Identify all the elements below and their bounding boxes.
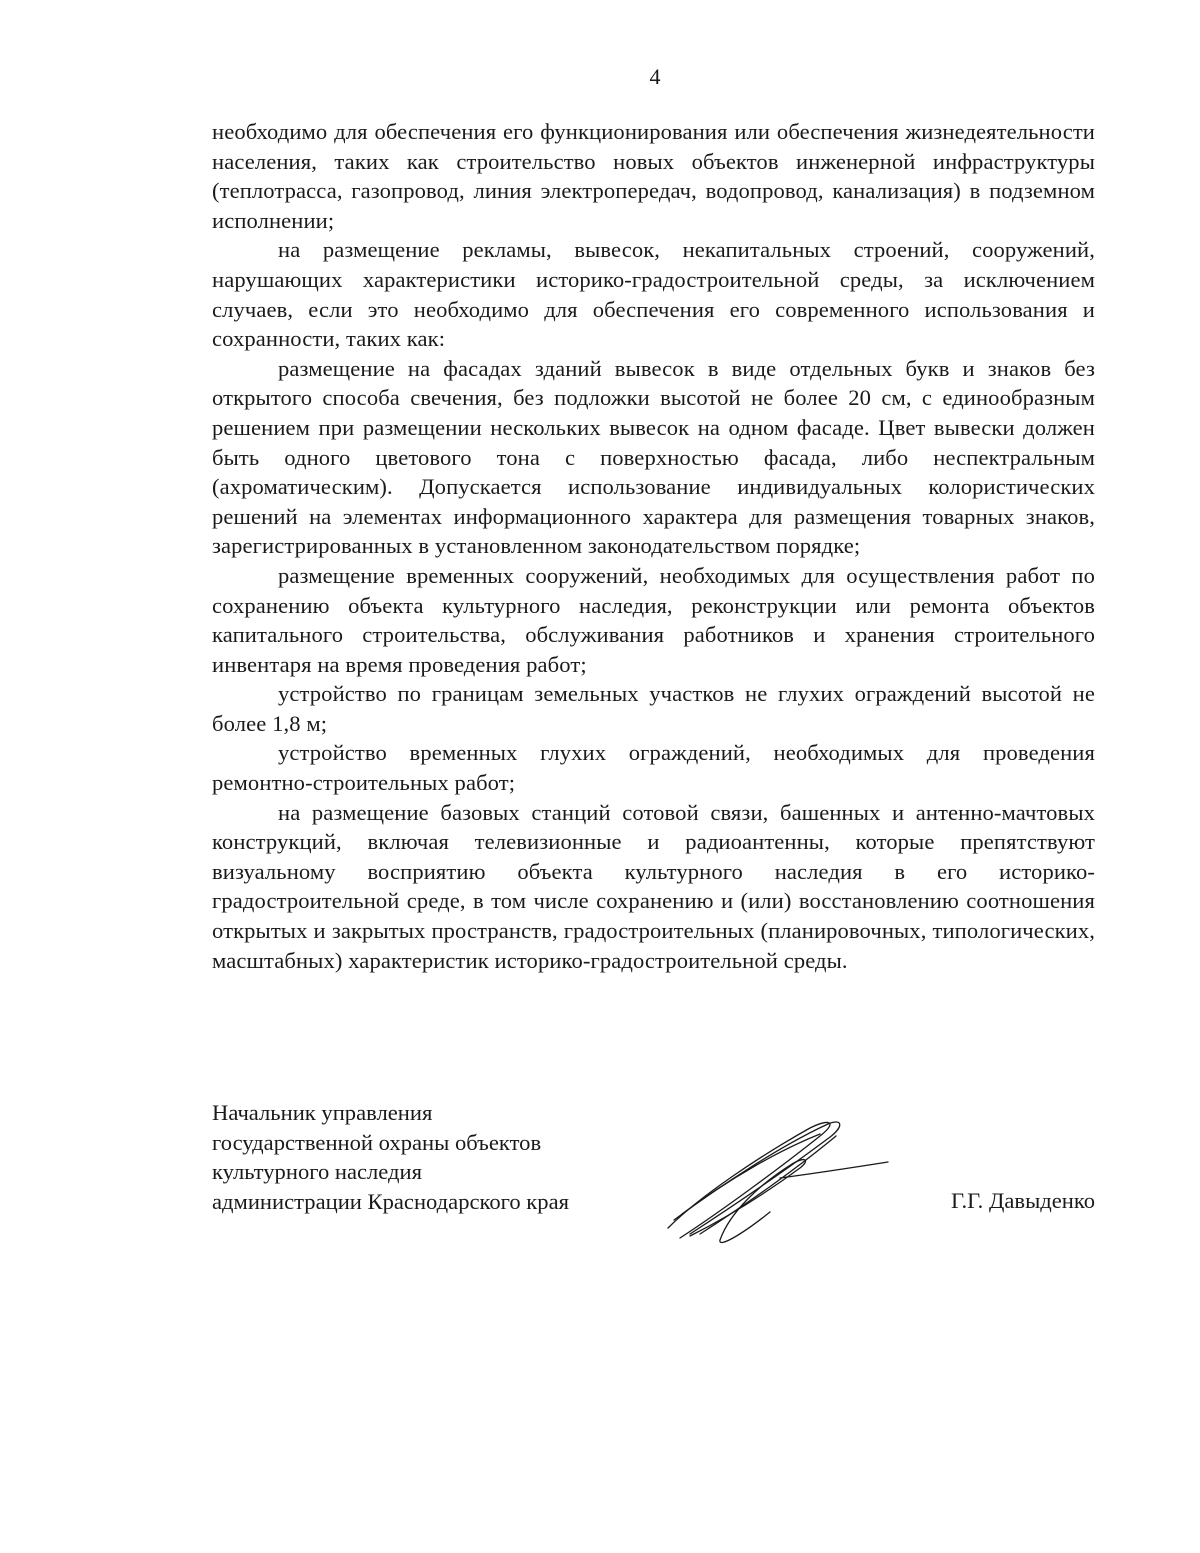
paragraph-advertising: на размещение рекламы, вывесок, некапитальных строений, сооружений, нарушающих характеристики историко-градостроительной среды, за исключением случаев, если это необходимо для обеспечения его современного использования и сохранности, таких как:	[212, 237, 1095, 352]
signer-name: Г.Г. Давыденко	[950, 1188, 1095, 1213]
position-line: государственной охраны объектов	[212, 1129, 542, 1155]
paragraph-fences: устройство по границам земельных участков не глухих ограждений высотой не более 1,8 м;	[212, 681, 1095, 736]
paragraph-facade-signs: размещение на фасадах зданий вывесок в виде отдельных букв и знаков без открытого способа свечения, без подложки высотой не более 20 см, с единообразным решением при размещении нескольких вывесок на одном фасаде. Цвет вывески должен быть одного цветового тона с поверхностью фасада, либо неспектральным (ахроматическим). Допускается использование индивидуальных колористических решений на элементах информационного характера для размещения товарных знаков, зарегистрированных в установленном законодательством порядке;	[212, 355, 1095, 559]
handwritten-signature	[660, 1116, 892, 1244]
position-line: культурного наследия	[212, 1159, 423, 1185]
position-line: Начальник управления	[212, 1100, 433, 1125]
signer-position	[212, 1098, 569, 1216]
paragraph-base-stations: на размещение базовых станций сотовой связи, башенных и антенно-мачтовых конструкций, включая телевизионные и радиоантенны, которые препятствуют визуальному восприятию объекта культурного наследия в его историко-градостроительной среде, в том числе сохранению и (или) восстановлению соотношения открытых и закрытых пространств, градостроительных (планировочных, типологических, масштабных) характеристик историко-градостроительной среды.	[212, 799, 1095, 973]
paragraph-temporary-fences: устройство временных глухих ограждений, необходимых для проведения ремонтно-строительных работ;	[212, 740, 1095, 796]
signature-block	[212, 1098, 1095, 1258]
paragraph-continued: необходимо для обеспечения его функционирования или обеспечения жизнедеятельности населения, таких как строительство новых объектов инженерной инфраструктуры (теплотрасса, газопровод, линия электропередач, водопровод, канализация) в подземном исполнении;	[212, 119, 1095, 233]
page-number: 4	[649, 64, 661, 89]
document-body	[212, 117, 1095, 975]
paragraph-temporary-structures: размещение временных сооружений, необходимых для осуществления работ по сохранению объекта культурного наследия, реконструкции или ремонта объектов капитального строительства, обслуживания работников и хранения строительного инвентаря на время проведения работ;	[212, 562, 1095, 677]
position-line: администрации Краснодарского края	[212, 1188, 569, 1214]
